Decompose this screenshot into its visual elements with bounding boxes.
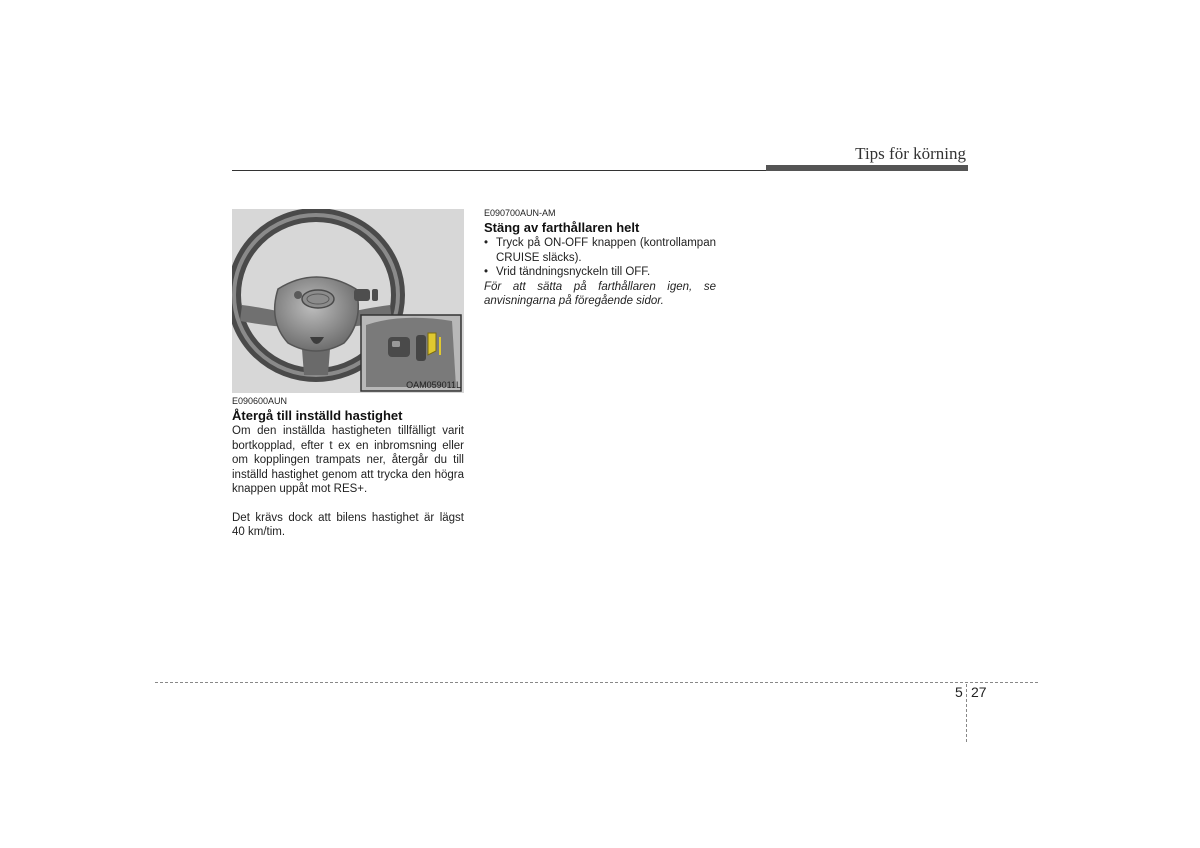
chapter-title: Tips för körning bbox=[855, 144, 966, 163]
footer-rule bbox=[155, 682, 1038, 683]
paragraph: Om den inställda hastigheten tillfälligt varit bortkopplad, efter t ex en inbromsning eller om kopplingen trampats ner, återgår du till inställd hastighet genom att trycka den högra knappen uppåt mot RES+. bbox=[232, 425, 464, 495]
bullet-icon: • bbox=[484, 266, 489, 278]
steering-wheel-icon bbox=[232, 209, 464, 393]
section-heading: Återgå till inställd hastighet bbox=[232, 408, 403, 423]
cancel-section bbox=[484, 208, 716, 309]
paragraph: Det krävs dock att bilens hastighet är lägst 40 km/tim. bbox=[232, 511, 464, 538]
header-rule bbox=[232, 170, 766, 171]
figure-label: OAM059011L bbox=[406, 380, 461, 390]
section-code: E090700AUN-AM bbox=[484, 208, 556, 218]
bullet-list bbox=[484, 236, 716, 280]
bullet-icon: • bbox=[484, 237, 489, 249]
section-heading: Stäng av farthållaren helt bbox=[484, 220, 640, 235]
list-item bbox=[484, 265, 716, 280]
header-bar bbox=[766, 165, 968, 171]
section-number: 5 bbox=[955, 684, 963, 700]
steering-wheel-figure bbox=[232, 209, 464, 393]
note: För att sätta på farthållaren igen, se anvisningarna på föregående sidor. bbox=[484, 280, 716, 307]
page-number: 27 bbox=[971, 684, 987, 700]
list-item bbox=[484, 236, 716, 265]
resume-section bbox=[232, 396, 464, 540]
list-item-text: Vrid tändningsnyckeln till OFF. bbox=[496, 266, 651, 278]
section-code: E090600AUN bbox=[232, 396, 288, 406]
page-divider bbox=[966, 684, 967, 742]
list-item-text: Tryck på ON-OFF knappen (kontrollampan CRUISE släcks). bbox=[496, 237, 716, 264]
